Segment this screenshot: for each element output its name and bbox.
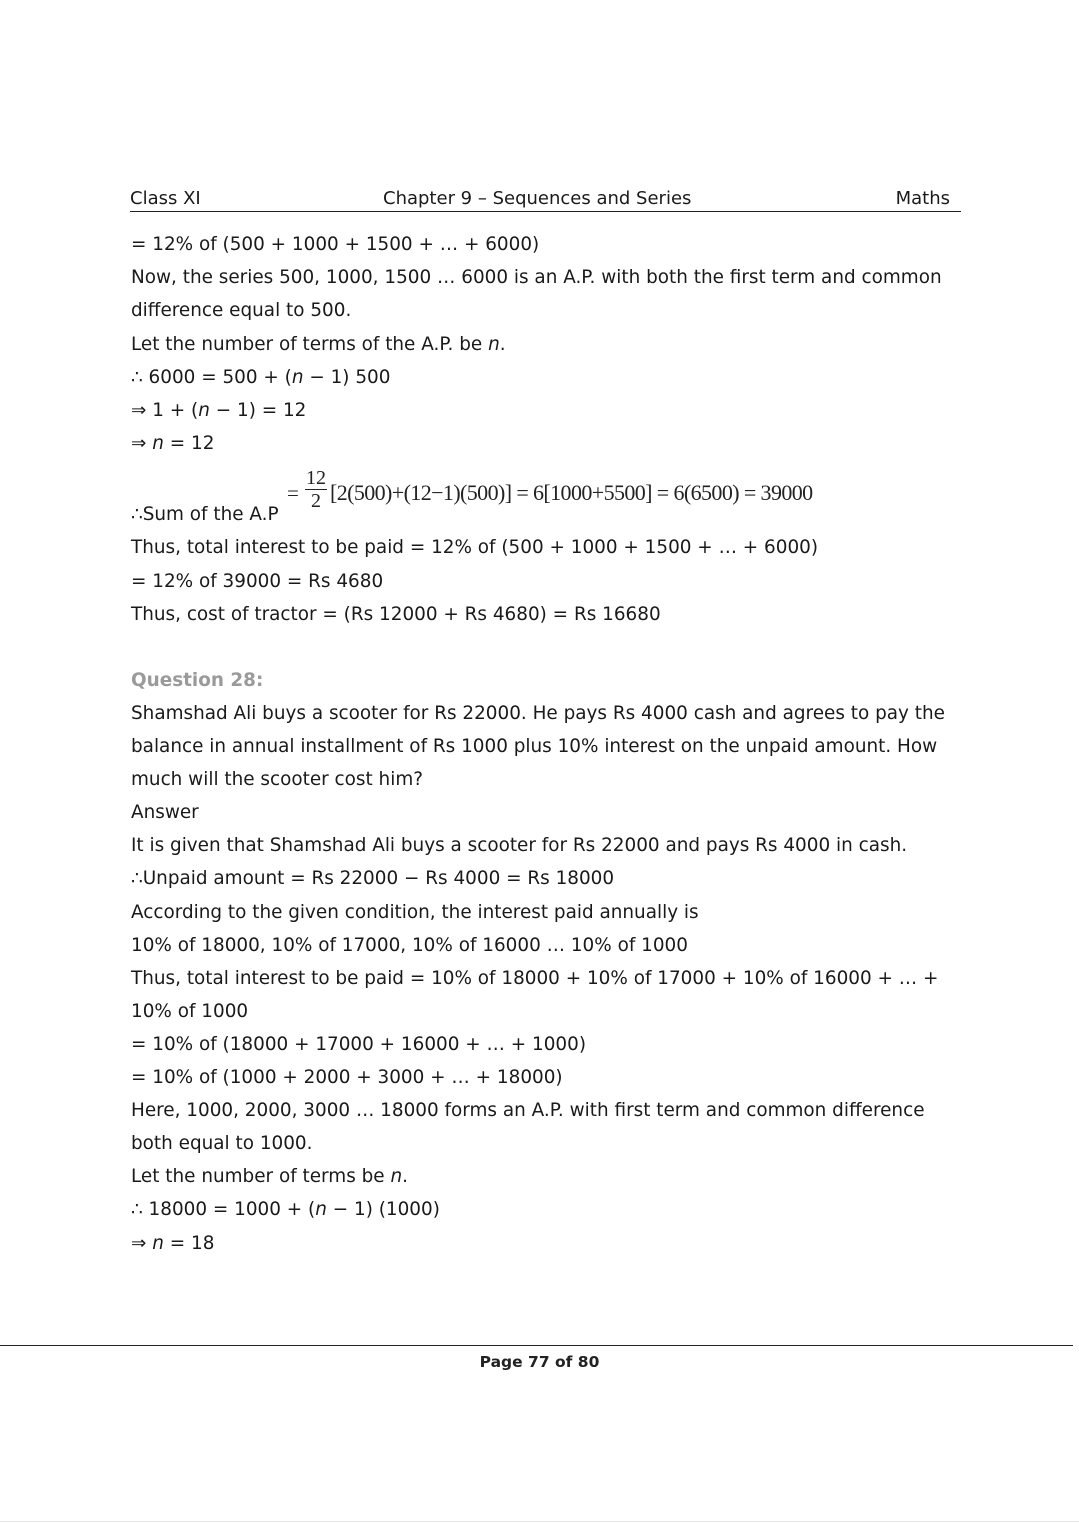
answer-line: According to the given condition, the interest paid annually is [131, 902, 699, 923]
equation-line: ⇒ 1 + (n − 1) = 12 [131, 400, 307, 421]
question-text: Shamshad Ali buys a scooter for Rs 22000. He pays Rs 4000 cash and agrees to pay the [131, 703, 945, 724]
answer-line: = 10% of (1000 + 2000 + 3000 + … + 18000) [131, 1067, 563, 1088]
page-header [130, 187, 961, 212]
equation-line: ⇒ n = 12 [131, 433, 215, 454]
answer-line: both equal to 1000. [131, 1133, 313, 1154]
equation-line: ∴ 18000 = 1000 + (n − 1) (1000) [131, 1199, 440, 1220]
text-line: difference equal to 500. [131, 300, 352, 321]
footer-divider [0, 1345, 1073, 1346]
header-class: Class XI [130, 188, 201, 209]
answer-line: Here, 1000, 2000, 3000 … 18000 forms an A.P. with first term and common difference [131, 1100, 925, 1121]
answer-line: Thus, total interest to be paid = 10% of 18000 + 10% of 17000 + 10% of 16000 + … + [131, 968, 939, 989]
sum-label: ∴Sum of the A.P [131, 504, 279, 525]
header-subject: Maths [895, 188, 950, 209]
answer-label: Answer [131, 802, 199, 823]
equation-line: ⇒ n = 18 [131, 1233, 215, 1254]
text-line: Now, the series 500, 1000, 1500 … 6000 is an A.P. with both the first term and common [131, 267, 942, 288]
sum-formula [287, 467, 887, 525]
answer-line: Let the number of terms be n. [131, 1166, 408, 1187]
text-line: Let the number of terms of the A.P. be n. [131, 334, 506, 355]
answer-line: ∴Unpaid amount = Rs 22000 − Rs 4000 = Rs 18000 [131, 868, 615, 889]
question-text: much will the scooter cost him? [131, 769, 423, 790]
answer-line: It is given that Shamshad Ali buys a scooter for Rs 22000 and pays Rs 4000 in cash. [131, 835, 908, 856]
page-edge [0, 1521, 1079, 1522]
question-text: balance in annual installment of Rs 1000 plus 10% interest on the unpaid amount. How [131, 736, 938, 757]
formula-body: [2(500)+(12−1)(500)] = 6[1000+5500] = 6(6500) = 39000 [330, 480, 813, 505]
fraction-numerator: 12 [306, 467, 326, 489]
text-line: = 12% of (500 + 1000 + 1500 + … + 6000) [131, 234, 540, 255]
answer-line: 10% of 18000, 10% of 17000, 10% of 16000 … 10% of 1000 [131, 935, 688, 956]
formula-fraction [305, 467, 327, 512]
text-line: = 12% of 39000 = Rs 4680 [131, 571, 384, 592]
fraction-denominator: 2 [311, 490, 321, 512]
text-line: Thus, cost of tractor = (Rs 12000 + Rs 4680) = Rs 16680 [131, 604, 661, 625]
answer-line: = 10% of (18000 + 17000 + 16000 + … + 1000) [131, 1034, 587, 1055]
equation-line: ∴ 6000 = 500 + (n − 1) 500 [131, 367, 391, 388]
text-line: Thus, total interest to be paid = 12% of (500 + 1000 + 1500 + … + 6000) [131, 537, 819, 558]
page-number: Page 77 of 80 [479, 1353, 600, 1371]
formula-equals: = [287, 481, 299, 505]
answer-line: 10% of 1000 [131, 1001, 249, 1022]
header-chapter: Chapter 9 – Sequences and Series [383, 188, 692, 209]
question-title: Question 28: [131, 670, 264, 691]
